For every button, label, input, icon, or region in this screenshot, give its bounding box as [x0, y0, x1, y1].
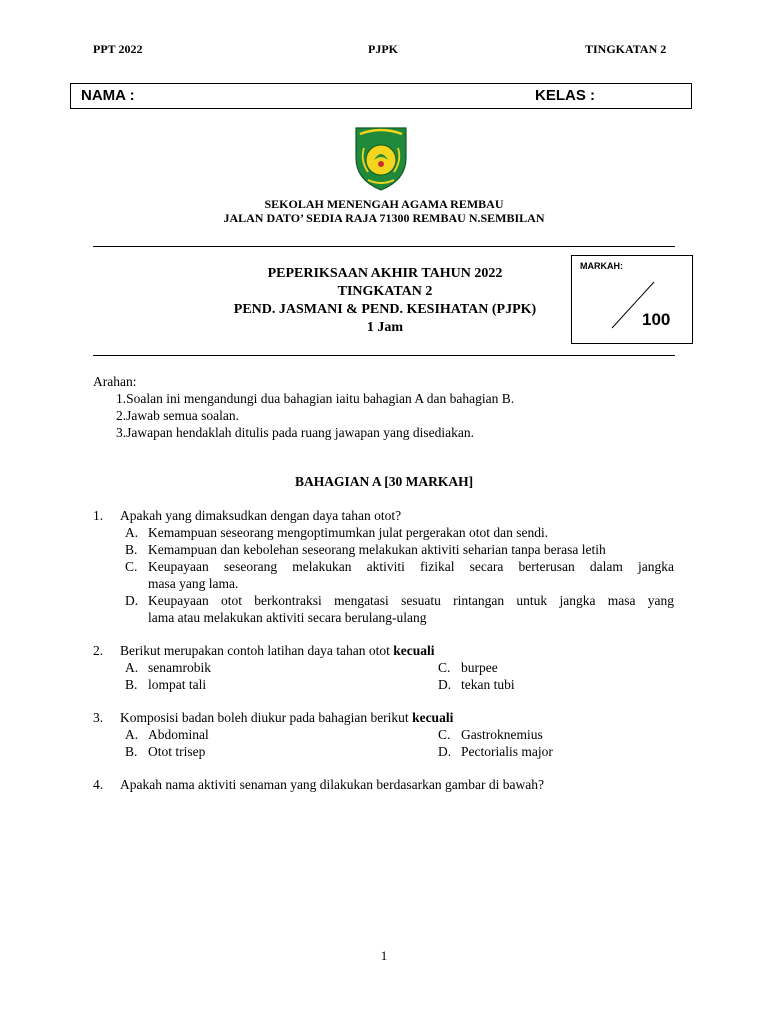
section-title: BAHAGIAN A [30 MARKAH]: [294, 474, 474, 489]
question-number: 1.: [93, 508, 104, 523]
option-text: Kemampuan seseorang mengoptimumkan julat pergerakan otot dan sendi.: [148, 525, 549, 540]
option-text: Abdominal: [148, 727, 209, 742]
option-text: Kemampuan dan kebolehan seseorang melakukan aktiviti seharian tanpa berasa letih: [148, 542, 606, 557]
question-text: Apakah yang dimaksudkan dengan daya tahan otot?: [120, 508, 402, 523]
option-text: Otot trisep: [148, 744, 206, 759]
class-label: KELAS :: [535, 87, 595, 104]
option-letter: B.: [125, 744, 138, 759]
question-text: [120, 710, 453, 726]
question-number: 2.: [93, 643, 104, 658]
question-emphasis: kecuali: [393, 643, 435, 658]
exam-level: TINGKATAN 2: [337, 284, 433, 299]
option-letter: C.: [438, 660, 451, 675]
divider-top: [93, 246, 675, 247]
option-text: burpee: [461, 660, 498, 675]
school-crest-icon: [350, 124, 412, 192]
option-text: lompat tali: [148, 677, 207, 692]
school-name: SEKOLAH MENENGAH AGAMA REMBAU: [264, 197, 504, 211]
marks-box[interactable]: [571, 255, 693, 344]
option-letter: A.: [125, 525, 139, 540]
marks-label: MARKAH:: [580, 261, 623, 271]
header-right: TINGKATAN 2: [585, 42, 667, 56]
option-text: senamrobik: [148, 660, 211, 675]
option-letter: B.: [125, 677, 138, 692]
question-text: Apakah nama aktiviti senaman yang dilakukan berdasarkan gambar di bawah?: [120, 777, 544, 792]
question-emphasis: kecuali: [412, 710, 454, 725]
option-text: Gastroknemius: [461, 727, 543, 742]
option-letter: A.: [125, 660, 139, 675]
question-text: [120, 643, 435, 659]
option-letter: A.: [125, 727, 139, 742]
question-number: 3.: [93, 710, 104, 725]
option-text: Keupayaan seseorang melakukan aktiviti fizikal secara berterusan dalam jangka: [148, 559, 674, 574]
exam-title: PEPERIKSAAN AKHIR TAHUN 2022: [267, 266, 503, 281]
instruction-item: 2.Jawab semua soalan.: [116, 408, 239, 423]
option-text: Keupayaan otot berkontraksi mengatasi sesuatu rintangan untuk jangka masa yang: [148, 593, 674, 608]
question-stem: Berikut merupakan contoh latihan daya tahan otot: [120, 643, 390, 658]
marks-total: 100: [642, 310, 671, 329]
question-number: 4.: [93, 777, 104, 792]
option-letter: D.: [125, 593, 139, 608]
name-label: NAMA :: [81, 87, 135, 104]
header-center: PJPK: [368, 42, 398, 56]
option-text-continued: masa yang lama.: [148, 576, 239, 591]
option-letter: B.: [125, 542, 138, 557]
option-text-continued: lama atau melakukan aktiviti secara berulang-ulang: [148, 610, 427, 625]
header-left: PPT 2022: [93, 42, 143, 56]
option-text: tekan tubi: [461, 677, 515, 692]
exam-duration: 1 Jam: [366, 320, 404, 335]
instruction-item: 3.Jawapan hendaklah ditulis pada ruang jawapan yang disediakan.: [116, 425, 475, 440]
instructions-heading: Arahan:: [93, 374, 137, 389]
option-letter: D.: [438, 677, 452, 692]
divider-bottom: [93, 355, 675, 356]
question-stem: Komposisi badan boleh diukur pada bahagian berikut: [120, 710, 409, 725]
school-address: JALAN DATO’ SEDIA RAJA 71300 REMBAU N.SEMBILAN: [223, 211, 545, 225]
option-text: Pectorialis major: [461, 744, 553, 759]
exam-subject: PEND. JASMANI & PEND. KESIHATAN (PJPK): [233, 302, 537, 317]
student-info-box[interactable]: [70, 83, 692, 109]
option-letter: C.: [438, 727, 451, 742]
instruction-item: 1.Soalan ini mengandungi dua bahagian iaitu bahagian A dan bahagian B.: [116, 391, 515, 406]
option-letter: C.: [125, 559, 138, 574]
page-number: 1: [380, 948, 388, 963]
option-letter: D.: [438, 744, 452, 759]
